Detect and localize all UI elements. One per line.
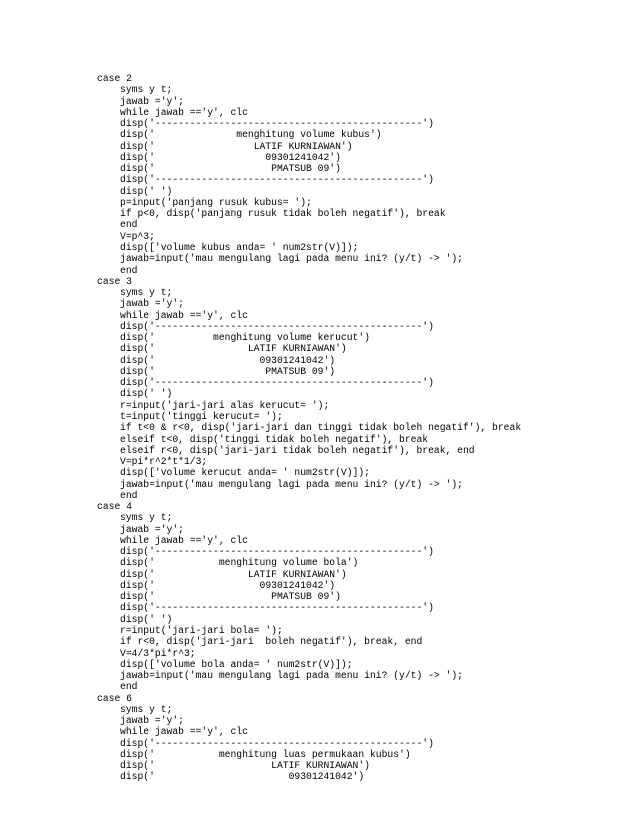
code-line: jawab ='y';: [120, 715, 184, 727]
code-line: jawab ='y';: [120, 523, 184, 535]
code-line: disp(' PMATSUB 09'): [120, 365, 336, 377]
code-line: disp('----------------------------------------------'): [120, 320, 434, 332]
code-line: disp(['volume bola anda= ' num2str(V)]);: [120, 658, 353, 670]
code-line: syms y t;: [120, 512, 173, 524]
code-line: if r<0, disp('jari-jari boleh negatif'), break, end: [120, 636, 423, 648]
code-line: jawab=input('mau mengulang lagi pada menu ini? (y/t) -> ');: [120, 253, 463, 265]
code-line: disp('----------------------------------------------'): [120, 737, 434, 749]
code-line: end: [120, 489, 138, 501]
code-line: jawab=input('mau mengulang lagi pada menu ini? (y/t) -> ');: [120, 478, 463, 490]
code-line: disp(['volume kerucut anda= ' num2str(V)]);: [120, 467, 370, 479]
code-line: disp(' '): [120, 388, 173, 400]
code-line: disp(' PMATSUB 09'): [120, 163, 341, 175]
code-line: disp(' '): [120, 185, 173, 197]
code-line: V=p^3;: [120, 230, 155, 242]
code-line: disp(' menghitung luas permukaan kubus'): [120, 748, 411, 760]
code-listing: [0, 73, 638, 783]
code-line: V=4/3*pi*r^3;: [120, 647, 196, 659]
case-label-line: case 2: [97, 73, 132, 84]
code-line: r=input('jari-jari bola= ');: [120, 625, 283, 637]
code-line: if t<0 & r<0, disp('jari-jari dan tinggi tidak boleh negatif'), break: [120, 422, 522, 434]
code-line: disp('----------------------------------------------'): [120, 118, 434, 130]
code-line: disp(' 09301241042'): [120, 354, 336, 366]
code-line: disp(['volume kubus anda= ' num2str(V)]);: [120, 241, 359, 253]
code-line: t=input('tinggi kerucut= ');: [120, 410, 283, 422]
code-line: disp(' LATIF KURNIAWAN'): [120, 140, 353, 152]
code-line: end: [120, 264, 138, 276]
code-line: syms y t;: [120, 287, 173, 299]
code-line: jawab ='y';: [120, 298, 184, 310]
code-line: disp(' LATIF KURNIAWAN'): [120, 760, 370, 772]
code-line: disp(' '): [120, 613, 173, 625]
case-label-line: case 6: [97, 692, 132, 704]
code-line: syms y t;: [120, 84, 173, 96]
code-line: end: [120, 219, 138, 231]
code-line: elseif t<0, disp('tinggi tidak boleh negatif'), break: [120, 433, 429, 445]
code-line: disp('----------------------------------------------'): [120, 377, 434, 389]
code-line: disp(' 09301241042'): [120, 151, 341, 163]
code-line: disp(' LATIF KURNIAWAN'): [120, 568, 347, 580]
code-line: disp(' menghitung volume kubus'): [120, 129, 382, 141]
code-line: disp(' menghitung volume kerucut'): [120, 332, 370, 344]
code-line: jawab ='y';: [120, 95, 184, 107]
case-label-line: case 4: [97, 501, 132, 513]
code-line: disp(' 09301241042'): [120, 771, 365, 783]
code-line: while jawab =='y', clc: [120, 106, 248, 118]
code-line: disp(' LATIF KURNIAWAN'): [120, 343, 347, 355]
code-line: if p<0, disp('panjang rusuk tidak boleh negatif'), break: [120, 208, 446, 220]
code-line: disp(' menghitung volume bola'): [120, 557, 359, 569]
code-line: disp('----------------------------------------------'): [120, 546, 434, 558]
code-line: disp(' PMATSUB 09'): [120, 591, 341, 603]
code-line: disp('----------------------------------------------'): [120, 174, 434, 186]
code-line: syms y t;: [120, 703, 173, 715]
case-label-line: case 3: [97, 275, 132, 287]
code-line: r=input('jari-jari alas kerucut= ');: [120, 399, 330, 411]
code-line: p=input('panjang rusuk kubus= ');: [120, 196, 312, 208]
code-line: jawab=input('mau mengulang lagi pada menu ini? (y/t) -> ');: [120, 670, 463, 682]
code-line: while jawab =='y', clc: [120, 726, 248, 738]
code-line: disp(' 09301241042'): [120, 579, 336, 591]
code-line: V=pi*r^2*t*1/3;: [120, 456, 208, 468]
code-line: elseif r<0, disp('jari-jari tidak boleh negatif'), break, end: [120, 444, 475, 456]
code-line: while jawab =='y', clc: [120, 534, 248, 546]
code-line: end: [120, 681, 138, 693]
code-line: while jawab =='y', clc: [120, 309, 248, 321]
code-line: disp('----------------------------------------------'): [120, 602, 434, 614]
